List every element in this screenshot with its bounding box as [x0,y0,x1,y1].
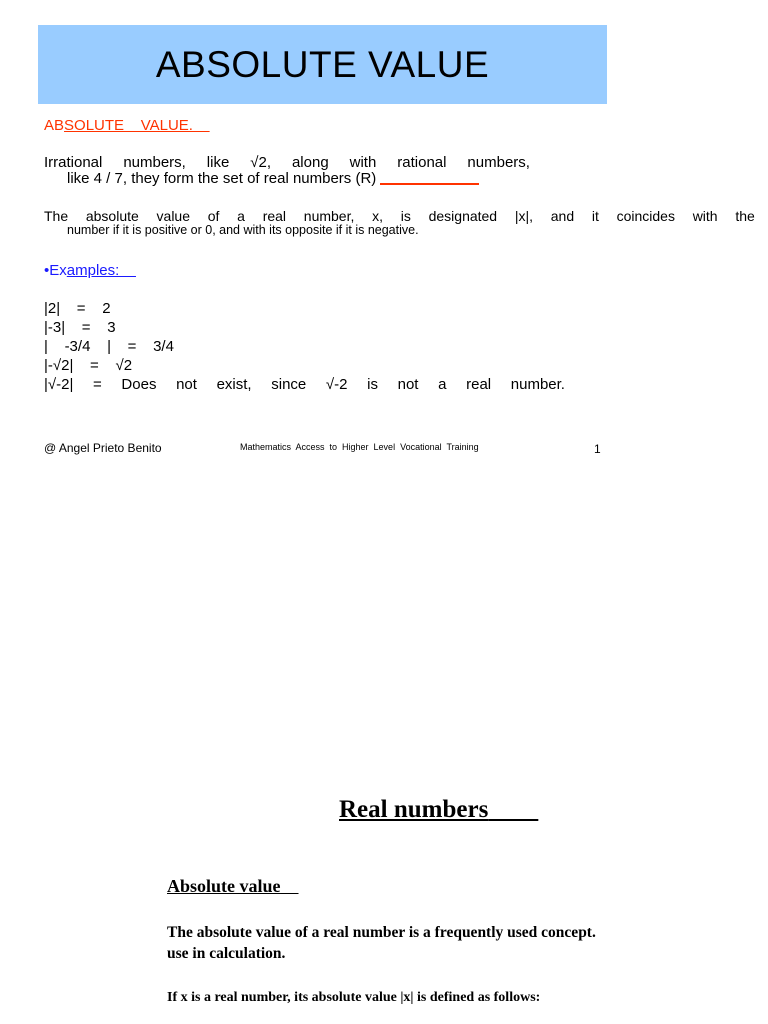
word: not [176,376,197,393]
slide-title: ABSOLUTE VALUE [155,44,490,85]
word: is [367,376,378,393]
paragraph-line [44,154,530,171]
word: the [735,208,755,224]
paragraph-text: number if it is positive or 0, and with its opposite if it is negative. [67,223,419,237]
word: The [44,208,69,224]
bullet-prefix: •Ex [44,262,67,279]
body-line: The absolute value of a real number is a frequently used concept. [167,924,596,941]
word: absolute [85,208,139,224]
section-heading [44,117,210,134]
word: real [466,376,492,393]
word: a [237,208,245,224]
word: rational [397,154,447,171]
word: x, [372,208,383,224]
word: along [291,154,329,171]
section-heading-underlined: SOLUTE VALUE. [64,117,210,134]
word: numbers, [123,154,186,171]
word: exist, [216,376,252,393]
word: value [156,208,190,224]
examples-heading [44,262,136,279]
word: |√-2| [44,376,74,393]
title-banner [38,25,607,104]
word: since [271,376,307,393]
word: |x|, [514,208,534,224]
word: is [400,208,411,224]
word: numbers, [467,154,530,171]
word: = [93,376,102,393]
subsection-heading-text: Absolute value [167,876,281,896]
section-heading-prefix: AB [44,117,65,134]
footer-author: @ Angel Prieto Benito [44,441,162,455]
word: real [262,208,287,224]
body-paragraph [167,922,596,964]
examples-label: amples: [66,262,136,279]
word: like [206,154,230,171]
page-title [339,796,538,824]
word: and [550,208,575,224]
word: Does [121,376,157,393]
word: √-2 [325,376,348,393]
body-line: use in calculation. [167,945,286,962]
paragraph-text: like 4 / 7, they form the set of real numbers (R) [67,170,377,187]
word: number. [510,376,565,393]
word: Irrational [44,154,103,171]
footer-page-number: 1 [594,442,601,456]
red-underline-blank [380,183,479,185]
word: with [692,208,718,224]
paragraph-line [44,170,530,187]
example-line: |2| = 2 [44,300,111,317]
example-line: |-√2| = √2 [44,357,133,374]
example-line [44,376,565,393]
paragraph-line [44,208,755,224]
definition-intro: If x is a real number, its absolute value |x| is defined as follows: [167,990,541,1005]
footer-course: Mathematics Access to Higher Level Vocational Training [240,442,479,452]
example-line: | -3/4 | = 3/4 [44,338,174,355]
page-title-text: Real numbers [339,796,489,823]
word: a [438,376,447,393]
paragraph-definition [44,208,755,237]
word: designated [428,208,498,224]
paragraph-real-numbers [44,154,530,187]
word: it [591,208,599,224]
word: of [207,208,220,224]
subsection-heading [167,876,299,897]
word: √2, [250,154,272,171]
word: with [349,154,377,171]
word: coincides [616,208,675,224]
word: not [397,376,419,393]
example-line: |-3| = 3 [44,319,116,336]
word: number, [303,208,355,224]
